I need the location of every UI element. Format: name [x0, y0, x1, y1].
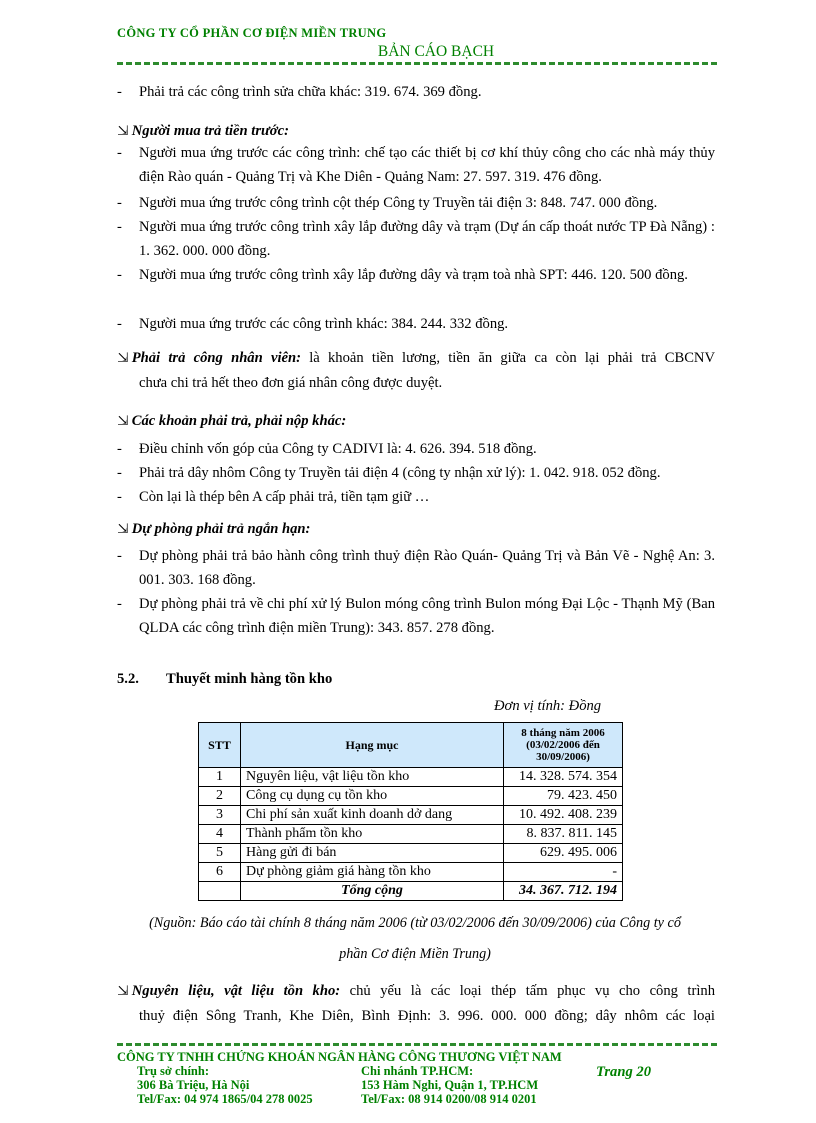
dash-bullet: -	[117, 267, 122, 283]
list-item: - Dự phòng phải trả bảo hành công trình thuỷ điện Rào Quán- Quảng Trị và Bản Vẽ - Nghệ An: 3. 001. 303. 168 đồng.	[117, 544, 715, 592]
hand-pointing-arrow-icon: ⇲	[117, 984, 129, 999]
table-header-row	[199, 723, 623, 768]
column-header-category: Hạng mục	[241, 723, 504, 768]
dash-bullet: -	[117, 465, 122, 481]
heading-other-payables: ⇲ Các khoản phải trả, phải nộp khác:	[117, 410, 346, 433]
footer-hq-address: 306 Bà Triệu, Hà Nội	[137, 1078, 250, 1092]
list-item: - Người mua ứng trước các công trình khác: 384. 244. 332 đồng.	[117, 312, 715, 336]
footer-branch-phone: Tel/Fax: 08 914 0200/08 914 0201	[361, 1092, 537, 1106]
paragraph-materials: ⇲ Nguyên liệu, vật liệu tồn kho: chủ yếu là các loại thép tấm phục vụ cho công trình thuỷ điện Sông Tranh, Khe Diên, Bình Định: 3. 996. 000. 000 đồng; dây nhôm các loại	[117, 979, 715, 1029]
dash-bullet: -	[117, 145, 122, 161]
footer-divider	[117, 1043, 717, 1046]
table-total-row: Tổng cộng 34. 367. 712. 194	[199, 882, 623, 901]
list-item: - Người mua ứng trước các công trình: chế tạo các thiết bị cơ khí thủy công cho các nhà máy thủy điện Rào quán - Quảng Trị và Khe Diên - Quảng Nam: 27. 597. 319. 476 đồng.	[117, 141, 715, 189]
hand-pointing-arrow-icon: ⇲	[117, 351, 129, 366]
hand-pointing-arrow-icon: ⇲	[117, 522, 129, 537]
footer-company: CÔNG TY TNHH CHỨNG KHOÁN NGÂN HÀNG CÔNG THƯƠNG VIỆT NAM	[117, 1050, 562, 1064]
column-header-stt: STT	[199, 723, 241, 768]
dash-bullet: -	[117, 219, 122, 235]
list-item: - Điều chỉnh vốn góp của Công ty CADIVI là: 4. 626. 394. 518 đồng.	[117, 437, 715, 461]
table-row: 1 Nguyên liệu, vật liệu tồn kho 14. 328. 574. 354	[199, 768, 623, 787]
footer-branch-address: 153 Hàm Nghi, Quận 1, TP.HCM	[361, 1078, 539, 1092]
table-row: 3 Chi phí sản xuất kinh doanh dở dang 10. 492. 408. 239	[199, 806, 623, 825]
dash-bullet: -	[117, 195, 122, 211]
column-header-period: 8 tháng năm 2006 (03/02/2006 đến 30/09/2006)	[504, 723, 623, 768]
section-title: Thuyết minh hàng tồn kho	[166, 671, 333, 687]
list-item: - Dự phòng phải trả về chi phí xử lý Bulon móng công trình Bulon móng Đại Lộc - Thạnh Mỹ (Ban QLDA các công trình điện miền Trung): 343. 857. 278 đồng.	[117, 592, 715, 640]
list-item: - Còn lại là thép bên A cấp phải trả, tiền tạm giữ …	[117, 485, 715, 509]
dash-bullet: -	[117, 84, 122, 100]
heading-provisions: ⇲ Dự phòng phải trả ngắn hạn:	[117, 518, 310, 541]
table-row: 2 Công cụ dụng cụ tồn kho 79. 423. 450	[199, 787, 623, 806]
dash-bullet: -	[117, 596, 122, 612]
list-item: - Người mua ứng trước công trình cột thép Công ty Truyền tải điện 3: 848. 747. 000 đồng.	[117, 191, 715, 215]
header-divider	[117, 62, 717, 65]
footer-hq-label: Trụ sở chính:	[137, 1064, 209, 1078]
header-company: CÔNG TY CỔ PHẦN CƠ ĐIỆN MIỀN TRUNG	[117, 26, 387, 40]
hand-pointing-arrow-icon: ⇲	[117, 124, 129, 139]
table-row: 5 Hàng gửi đi bán 629. 495. 006	[199, 844, 623, 863]
list-item: - Phải trả dây nhôm Công ty Truyền tải điện 4 (công ty nhận xử lý): 1. 042. 918. 052 đồng.	[117, 461, 715, 485]
page-number: Trang 20	[596, 1064, 652, 1080]
table-row: 4 Thành phẩm tồn kho 8. 837. 811. 145	[199, 825, 623, 844]
inventory-table	[198, 722, 623, 901]
paragraph-payroll: ⇲ Phải trả công nhân viên: là khoản tiền lương, tiền ăn giữa ca còn lại phải trả CBCNV chưa chi trả hết theo đơn giá nhân công được duyệt.	[117, 346, 715, 396]
header-title: BẢN CÁO BẠCH	[377, 43, 495, 60]
dash-bullet: -	[117, 489, 122, 505]
section-number: 5.2.	[117, 671, 139, 687]
unit-label: Đơn vị tính: Đồng	[494, 698, 602, 714]
heading-prepaid: ⇲ Người mua trả tiền trước:	[117, 120, 289, 143]
source-note: (Nguồn: Báo cáo tài chính 8 tháng năm 2006 (từ 03/02/2006 đến 30/09/2006) của Công ty cổ phần Cơ điện Miền Trung)	[149, 915, 681, 962]
dash-bullet: -	[117, 441, 122, 457]
table-row: 6 Dự phòng giảm giá hàng tồn kho -	[199, 863, 623, 882]
footer-hq-phone: Tel/Fax: 04 974 1865/04 278 0025	[137, 1092, 313, 1106]
hand-pointing-arrow-icon: ⇲	[117, 414, 129, 429]
dash-bullet: -	[117, 316, 122, 332]
list-item: - Người mua ứng trước công trình xây lắp đường dây và trạm (Dự án cấp thoát nước TP Đà Nẵng) : 1. 362. 000. 000 đồng.	[117, 215, 715, 263]
footer-branch-label: Chi nhánh TP.HCM:	[361, 1064, 474, 1078]
dash-bullet: -	[117, 548, 122, 564]
list-item: - Người mua ứng trước công trình xây lắp đường dây và trạm toà nhà SPT: 446. 120. 500 đồng.	[117, 263, 715, 287]
list-item: - Phải trả các công trình sửa chữa khác: 319. 674. 369 đồng.	[117, 80, 715, 104]
